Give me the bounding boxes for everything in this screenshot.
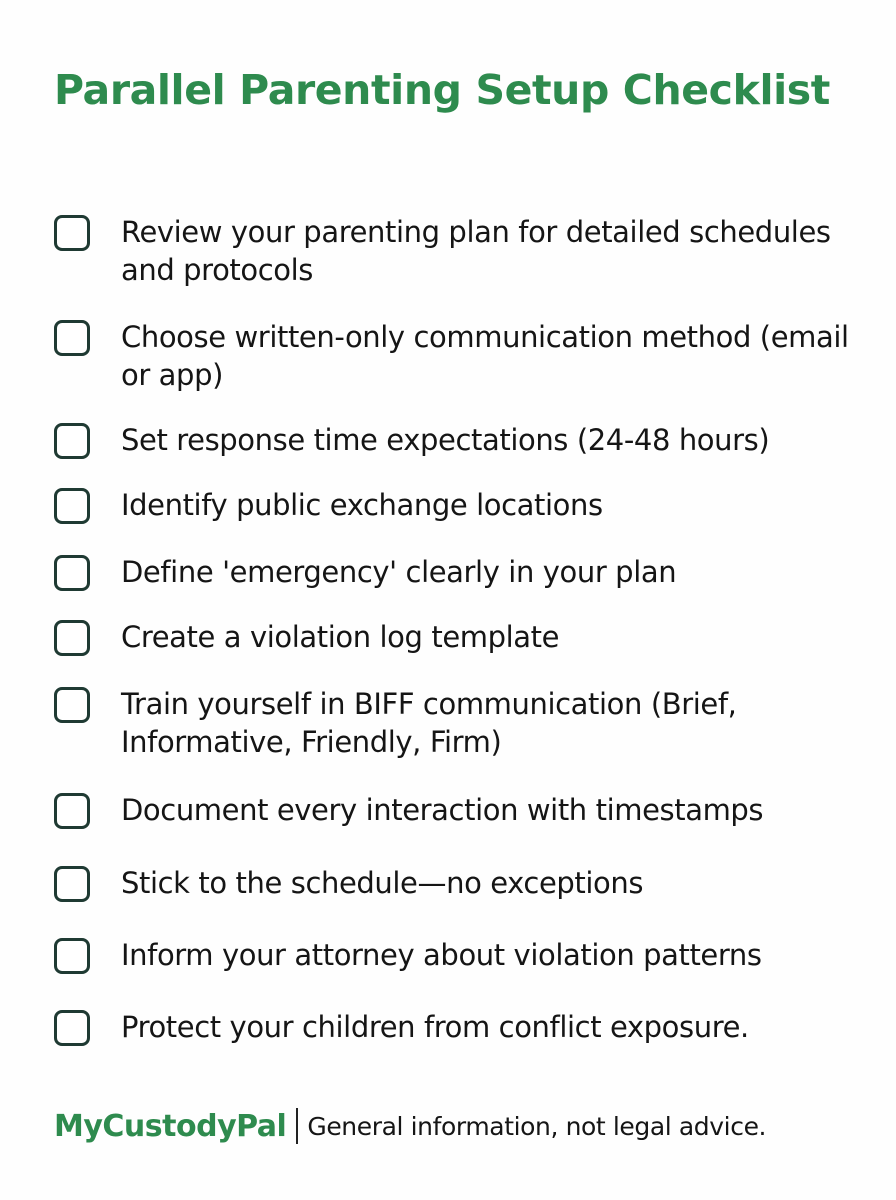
- checkbox-response-time[interactable]: [54, 423, 90, 459]
- disclaimer-text: General information, not legal advice.: [307, 1111, 767, 1141]
- page-title: Parallel Parenting Setup Checklist: [54, 66, 830, 114]
- checkbox-protect-children[interactable]: [54, 1010, 90, 1046]
- checklist-item-label: Create a violation log template: [121, 620, 560, 654]
- checkbox-stick-to-schedule[interactable]: [54, 866, 90, 902]
- brand-name: MyCustodyPal: [54, 1108, 287, 1144]
- checklist-item-label: Stick to the schedule—no exceptions: [121, 866, 644, 900]
- checklist-item-label: Identify public exchange locations: [121, 488, 603, 522]
- checkbox-review-plan[interactable]: [54, 215, 90, 251]
- footer-divider: [296, 1108, 298, 1144]
- checklist-item-label: Document every interaction with timestamps: [121, 793, 764, 827]
- checklist-item-label: Train yourself in BIFF communication (Brief, Informative, Friendly, Firm): [121, 687, 737, 759]
- footer: [54, 1108, 766, 1144]
- checkbox-define-emergency[interactable]: [54, 555, 90, 591]
- checkbox-inform-attorney[interactable]: [54, 938, 90, 974]
- checkbox-biff-communication[interactable]: [54, 687, 90, 723]
- checklist-item-label: Protect your children from conflict exposure.: [121, 1010, 749, 1044]
- checklist-item-label: Define 'emergency' clearly in your plan: [121, 555, 677, 589]
- checklist-item-label: Review your parenting plan for detailed schedules and protocols: [121, 215, 831, 287]
- checkbox-exchange-locations[interactable]: [54, 488, 90, 524]
- checklist-item-label: Choose written-only communication method (email or app): [121, 320, 849, 392]
- checklist-item-label: Inform your attorney about violation patterns: [121, 938, 762, 972]
- checkbox-violation-log[interactable]: [54, 620, 90, 656]
- checkbox-communication-method[interactable]: [54, 320, 90, 356]
- checkbox-document-interactions[interactable]: [54, 793, 90, 829]
- checklist-item-label: Set response time expectations (24-48 hours): [121, 423, 770, 457]
